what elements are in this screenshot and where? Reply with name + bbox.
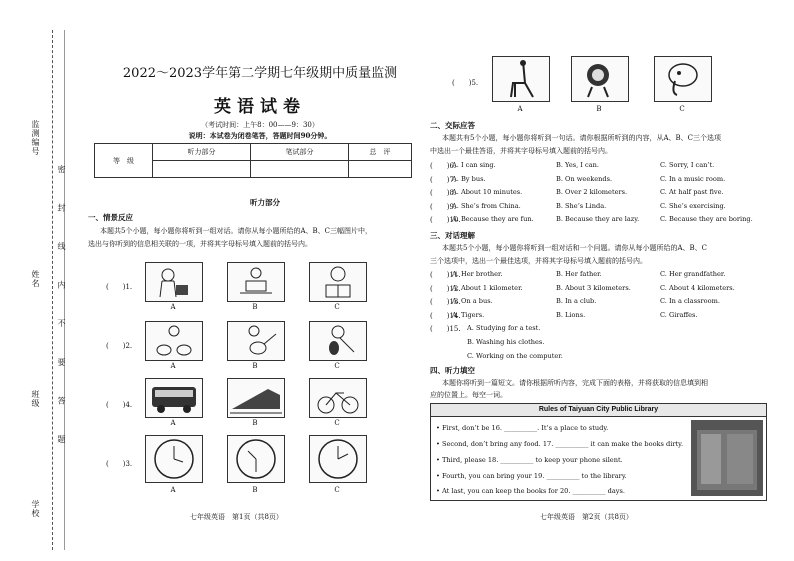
option-c[interactable]: C. Giraffes.	[660, 310, 698, 319]
option-b[interactable]: B. Washing his clothes.	[467, 338, 545, 346]
option-label-c: C	[334, 419, 340, 427]
option-a[interactable]: A. On a bus.	[452, 297, 493, 305]
score-cell-listening[interactable]	[153, 161, 251, 178]
option-label-b: B	[596, 105, 602, 113]
question-number[interactable]: ( )13.	[430, 298, 461, 306]
option-label-a: A	[170, 419, 176, 427]
option-c[interactable]: C. Her grandfather.	[660, 270, 726, 278]
guitar-player-icon[interactable]	[227, 321, 285, 361]
option-a[interactable]: A. By bus.	[452, 174, 486, 183]
option-a[interactable]: A. Tigers.	[452, 310, 485, 319]
label-class: 班级	[31, 390, 40, 408]
option-c[interactable]: C. Sorry, I can’t.	[660, 161, 715, 169]
library-rules-table	[430, 403, 767, 501]
rule-item[interactable]: • Third, please 18. __________ to keep your phone silent.	[436, 456, 623, 464]
section4-instruction-2: 应的位置上。每空一词。	[430, 391, 507, 399]
question-number[interactable]: ( )4.	[106, 401, 133, 409]
section1-instruction-2: 选出与你听到的信息相关联的一项，并将其字母标号填入题前的括号内。	[88, 240, 312, 248]
question-number[interactable]: ( )2.	[106, 342, 133, 350]
rule-item[interactable]: • Fourth, you can bring your 19. __________ to the library.	[436, 472, 627, 480]
option-b[interactable]: B. Yes, I can.	[556, 161, 599, 169]
question-number[interactable]: ( )15.	[430, 325, 461, 333]
boy-with-box-icon[interactable]	[145, 262, 203, 302]
option-a[interactable]: A. About 1 kilometer.	[452, 283, 523, 292]
clock-icon[interactable]	[309, 435, 367, 483]
rule-item[interactable]: • At last, you can keep the books for 20. __________ days.	[436, 487, 625, 495]
label-exam-number: 监测编号	[31, 120, 40, 156]
option-b[interactable]: B. Over 2 kilometers.	[556, 188, 628, 196]
option-c[interactable]: C. In a classroom.	[660, 297, 720, 305]
section3-instruction-2: 三个选项中，选出一个最佳选项，并将其字母标号填入题前的括号内。	[430, 257, 647, 265]
score-col-total: 总 评	[349, 144, 412, 161]
score-col-written: 笔试部分	[251, 144, 349, 161]
option-a[interactable]: A. She’s from China.	[452, 201, 521, 210]
option-a[interactable]: A. Studying for a test.	[467, 324, 541, 332]
option-label-b: B	[252, 303, 258, 311]
page2-footer: 七年级英语 第2页（共8页）	[540, 513, 633, 521]
option-label-a: A	[170, 303, 176, 311]
option-label-a: A	[517, 105, 523, 113]
man-at-computer-icon[interactable]	[227, 262, 285, 302]
score-table	[94, 143, 412, 178]
option-c[interactable]: C. About 4 kilometers.	[660, 283, 735, 292]
exam-time: （考试时间：上午8：00——9：30）	[201, 121, 319, 129]
clock-icon[interactable]	[227, 435, 285, 483]
option-label-b: B	[252, 419, 258, 427]
option-a[interactable]: A. I can sing.	[452, 161, 496, 169]
option-c[interactable]: C. At half past five.	[660, 188, 724, 196]
section4-instruction-1: 本题你将听到一篇短文。请你根据所听内容，完成下面的表格，并将获取的信息填到相	[442, 379, 708, 387]
option-a[interactable]: A. About 10 minutes.	[452, 188, 523, 196]
listening-header: 听力部分	[250, 198, 280, 207]
option-c[interactable]: C. Working on the computer.	[467, 352, 563, 360]
option-b[interactable]: B. Lions.	[556, 310, 586, 319]
seal-line-text: 密 封 线 内 不 要 答 题	[57, 165, 66, 457]
question-number[interactable]: ( )6.	[430, 162, 457, 170]
question-number[interactable]: ( )1.	[106, 283, 133, 291]
question-number[interactable]: ( )11.	[430, 271, 461, 279]
label-name: 姓名	[31, 270, 40, 288]
section2-instruction-2: 中选出一个最佳答语，并将其字母标号填入题前的括号内。	[430, 147, 612, 155]
section3-heading: 三、对话理解	[430, 231, 475, 240]
boy-reading-icon[interactable]	[309, 262, 367, 302]
option-label-b: B	[252, 362, 258, 370]
score-cell-written[interactable]	[251, 161, 349, 178]
option-b[interactable]: B. She’s Linda.	[556, 201, 607, 210]
option-c[interactable]: C. In a music room.	[660, 174, 726, 183]
option-label-c: C	[334, 362, 340, 370]
option-a[interactable]: A. Her brother.	[452, 270, 503, 278]
question-number[interactable]: ( )10.	[430, 216, 461, 224]
exam-title: 2022～2023学年第二学期七年级期中质量监测	[122, 66, 398, 81]
option-label-c: C	[334, 303, 340, 311]
section2-instruction-1: 本题共有5个小题，每小题你将听到一句话。请你根据所听到的内容，从A、B、C三个选项	[442, 134, 722, 142]
seal-dashed-line	[52, 30, 53, 550]
exam-note: 说明：本试卷为闭卷笔答，答题时间90分钟。	[188, 131, 332, 140]
option-b[interactable]: B. About 3 kilometers.	[556, 283, 631, 292]
violin-player-icon[interactable]	[309, 321, 367, 361]
option-label-b: B	[252, 486, 258, 494]
bicycle-icon[interactable]	[309, 378, 367, 418]
giraffe-icon[interactable]	[492, 56, 550, 102]
drummer-icon[interactable]	[145, 321, 203, 361]
rules-title: Rules of Taiyuan City Public Library	[431, 404, 766, 417]
rule-item[interactable]: • Second, don’t bring any food. 17. __________ it can make the books dirty.	[436, 440, 684, 448]
section4-heading: 四、听力填空	[430, 366, 475, 375]
rule-item[interactable]: • First, don’t be 16. __________. It’s a place to study.	[436, 424, 609, 432]
option-b[interactable]: B. On weekends.	[556, 174, 613, 183]
bus-icon[interactable]	[145, 378, 203, 418]
question-number[interactable]: ( )3.	[106, 460, 133, 468]
option-label-c: C	[334, 486, 340, 494]
option-c[interactable]: C. Because they are boring.	[660, 215, 753, 223]
section1-heading: 一、情景反应	[88, 213, 133, 222]
section3-instruction-1: 本题共5个小题，每小题你将听到一组对话和一个问题。请你从每小题所给的A、B、C	[442, 244, 708, 252]
score-col-listening: 听力部分	[153, 144, 251, 161]
question-number[interactable]: ( )14.	[430, 311, 461, 320]
score-row-label: 等 级	[95, 144, 153, 178]
question-number[interactable]: ( )8.	[430, 189, 457, 197]
question-number[interactable]: ( )9.	[430, 202, 457, 211]
section2-heading: 二、交际应答	[430, 121, 475, 130]
option-c[interactable]: C. She’s exercising.	[660, 201, 726, 210]
section1-instruction-1: 本题共5个小题，每小题你将听到一组对话。请你从每小题所给的A、B、C三幅图片中，	[100, 227, 373, 235]
library-photo	[691, 420, 763, 496]
elephant-icon[interactable]	[654, 56, 712, 102]
label-school: 学校	[31, 500, 40, 518]
score-cell-total[interactable]	[349, 161, 412, 178]
option-b[interactable]: B. In a club.	[556, 297, 597, 305]
question-number[interactable]: ( )7.	[430, 175, 457, 184]
question-number[interactable]: ( )5.	[452, 79, 479, 87]
exam-subtitle: 英语试卷	[214, 97, 306, 117]
option-b[interactable]: B. Her father.	[556, 270, 602, 278]
option-label-c: C	[679, 105, 685, 113]
option-a[interactable]: A. Because they are fun.	[452, 215, 534, 223]
option-label-a: A	[170, 486, 176, 494]
question-number[interactable]: ( )12.	[430, 284, 461, 293]
train-icon[interactable]	[227, 378, 285, 418]
clock-icon[interactable]	[145, 435, 203, 483]
option-b[interactable]: B. Because they are lazy.	[556, 215, 640, 223]
lion-icon[interactable]	[571, 56, 629, 102]
option-label-a: A	[170, 362, 176, 370]
page1-footer: 七年级英语 第1页（共8页）	[190, 513, 283, 521]
